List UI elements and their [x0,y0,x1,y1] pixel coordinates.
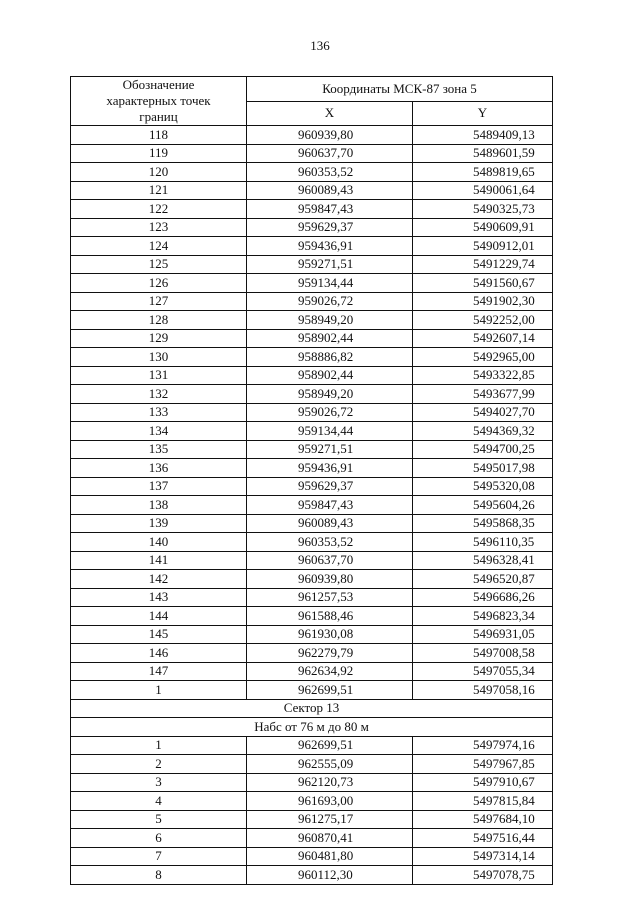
y-coordinate-cell: 5497815,84 [413,792,553,811]
point-number-cell: 6 [71,829,247,848]
x-coordinate-cell: 959847,43 [247,496,413,515]
point-number-cell: 135 [71,440,247,459]
x-coordinate-cell: 962279,79 [247,644,413,663]
y-coordinate-cell: 5497967,85 [413,755,553,774]
x-coordinate-cell: 958949,20 [247,311,413,330]
page-number: 136 [310,38,330,53]
y-coordinate-cell: 5496823,34 [413,607,553,626]
points-header-line: границ [139,109,178,124]
point-number-cell: 128 [71,311,247,330]
point-number-cell: 137 [71,477,247,496]
y-coordinate-cell: 5497008,58 [413,644,553,663]
point-number-cell: 141 [71,551,247,570]
table-row [71,126,553,145]
table-row [71,292,553,311]
point-number-cell: 130 [71,348,247,367]
table-row [71,311,553,330]
y-coordinate-cell: 5495604,26 [413,496,553,515]
y-coordinate-cell: 5497516,44 [413,829,553,848]
y-coordinate-cell: 5496931,05 [413,625,553,644]
y-coordinate-cell: 5494700,25 [413,440,553,459]
table-row [71,644,553,663]
y-coordinate-cell: 5490912,01 [413,237,553,256]
point-number-cell: 2 [71,755,247,774]
table-row [71,588,553,607]
y-coordinate-cell: 5491902,30 [413,292,553,311]
point-number-cell: 144 [71,607,247,626]
y-coordinate-cell: 5496520,87 [413,570,553,589]
table-row [71,570,553,589]
x-coordinate-cell: 961693,00 [247,792,413,811]
y-coordinate-cell: 5497974,16 [413,736,553,755]
y-coordinate-cell: 5497684,10 [413,810,553,829]
points-header-line: Обозначение [122,77,195,92]
coordinates-table [70,76,553,885]
point-number-cell: 122 [71,200,247,219]
table-row [71,181,553,200]
table-row [71,144,553,163]
y-coordinate-cell: 5495320,08 [413,477,553,496]
x-coordinate-cell: 959271,51 [247,255,413,274]
table-row [71,366,553,385]
table-row [71,440,553,459]
point-number-cell: 132 [71,385,247,404]
table-row [71,514,553,533]
sector-label: Сектор 13 [71,699,553,718]
x-coordinate-cell: 960870,41 [247,829,413,848]
x-coordinate-cell: 960353,52 [247,163,413,182]
x-coordinate-cell: 960637,70 [247,144,413,163]
point-number-cell: 134 [71,422,247,441]
point-number-cell: 133 [71,403,247,422]
table-row [71,255,553,274]
table-row [71,625,553,644]
point-number-cell: 146 [71,644,247,663]
table-row [71,866,553,885]
x-coordinate-cell: 959026,72 [247,403,413,422]
y-coordinate-cell: 5491229,74 [413,255,553,274]
x-coordinate-cell: 960089,43 [247,514,413,533]
table-row [71,274,553,293]
points-header-line: характерных точек [106,93,211,108]
point-number-cell: 127 [71,292,247,311]
y-coordinate-cell: 5497910,67 [413,773,553,792]
column-y-header: Y [413,101,553,126]
table-row [71,533,553,552]
point-number-cell: 121 [71,181,247,200]
table-row [71,385,553,404]
coord-system-header: Координаты МСК-87 зона 5 [247,77,553,102]
table-row [71,773,553,792]
y-coordinate-cell: 5497078,75 [413,866,553,885]
point-number-cell: 120 [71,163,247,182]
x-coordinate-cell: 962634,92 [247,662,413,681]
table-row [71,403,553,422]
x-coordinate-cell: 959847,43 [247,200,413,219]
point-number-cell: 126 [71,274,247,293]
x-coordinate-cell: 960939,80 [247,126,413,145]
height-row [71,718,553,737]
x-coordinate-cell: 960112,30 [247,866,413,885]
point-number-cell: 139 [71,514,247,533]
y-coordinate-cell: 5494369,32 [413,422,553,441]
x-coordinate-cell: 962120,73 [247,773,413,792]
table-row [71,200,553,219]
x-coordinate-cell: 958949,20 [247,385,413,404]
x-coordinate-cell: 959026,72 [247,292,413,311]
point-number-cell: 1 [71,736,247,755]
table-row [71,237,553,256]
x-coordinate-cell: 961257,53 [247,588,413,607]
point-number-cell: 3 [71,773,247,792]
table-row [71,329,553,348]
point-number-cell: 7 [71,847,247,866]
table-row [71,755,553,774]
point-number-cell: 138 [71,496,247,515]
point-number-cell: 129 [71,329,247,348]
y-coordinate-cell: 5492607,14 [413,329,553,348]
x-coordinate-cell: 960089,43 [247,181,413,200]
x-coordinate-cell: 959629,37 [247,477,413,496]
x-coordinate-cell: 960939,80 [247,570,413,589]
sector-row [71,699,553,718]
y-coordinate-cell: 5497058,16 [413,681,553,700]
x-coordinate-cell: 958902,44 [247,366,413,385]
y-coordinate-cell: 5493322,85 [413,366,553,385]
point-number-cell: 143 [71,588,247,607]
table-row [71,607,553,626]
point-number-cell: 142 [71,570,247,589]
table-row [71,810,553,829]
x-coordinate-cell: 960637,70 [247,551,413,570]
point-number-cell: 147 [71,662,247,681]
y-coordinate-cell: 5497055,34 [413,662,553,681]
x-coordinate-cell: 959271,51 [247,440,413,459]
point-number-cell: 4 [71,792,247,811]
table-row [71,792,553,811]
column-x-header: X [247,101,413,126]
y-coordinate-cell: 5496328,41 [413,551,553,570]
point-number-cell: 5 [71,810,247,829]
y-coordinate-cell: 5495868,35 [413,514,553,533]
table-row [71,422,553,441]
y-coordinate-cell: 5493677,99 [413,385,553,404]
y-coordinate-cell: 5497314,14 [413,847,553,866]
point-number-cell: 124 [71,237,247,256]
point-number-cell: 136 [71,459,247,478]
points-header [71,77,247,126]
height-label: Набс от 76 м до 80 м [71,718,553,737]
x-coordinate-cell: 959134,44 [247,274,413,293]
point-number-cell: 8 [71,866,247,885]
x-coordinate-cell: 962699,51 [247,736,413,755]
point-number-cell: 145 [71,625,247,644]
x-coordinate-cell: 959436,91 [247,459,413,478]
x-coordinate-cell: 958886,82 [247,348,413,367]
table-row [71,459,553,478]
x-coordinate-cell: 962555,09 [247,755,413,774]
table-row [71,681,553,700]
x-coordinate-cell: 958902,44 [247,329,413,348]
table-row [71,218,553,237]
y-coordinate-cell: 5496110,35 [413,533,553,552]
table-row [71,662,553,681]
y-coordinate-cell: 5495017,98 [413,459,553,478]
y-coordinate-cell: 5489601,59 [413,144,553,163]
x-coordinate-cell: 959436,91 [247,237,413,256]
y-coordinate-cell: 5496686,26 [413,588,553,607]
table-body-main [71,126,553,700]
table-row [71,829,553,848]
table-body-sector [71,736,553,884]
point-number-cell: 131 [71,366,247,385]
table-row [71,496,553,515]
x-coordinate-cell: 961275,17 [247,810,413,829]
y-coordinate-cell: 5492252,00 [413,311,553,330]
table-row [71,348,553,367]
table-row [71,477,553,496]
point-number-cell: 140 [71,533,247,552]
y-coordinate-cell: 5490325,73 [413,200,553,219]
sector-section [71,699,553,736]
x-coordinate-cell: 959629,37 [247,218,413,237]
x-coordinate-cell: 961588,46 [247,607,413,626]
table-row [71,163,553,182]
y-coordinate-cell: 5492965,00 [413,348,553,367]
point-number-cell: 119 [71,144,247,163]
y-coordinate-cell: 5490609,91 [413,218,553,237]
table-row [71,551,553,570]
y-coordinate-cell: 5490061,64 [413,181,553,200]
table-row [71,847,553,866]
x-coordinate-cell: 961930,08 [247,625,413,644]
point-number-cell: 125 [71,255,247,274]
x-coordinate-cell: 959134,44 [247,422,413,441]
y-coordinate-cell: 5489409,13 [413,126,553,145]
x-coordinate-cell: 960481,80 [247,847,413,866]
x-coordinate-cell: 960353,52 [247,533,413,552]
point-number-cell: 118 [71,126,247,145]
header-row-top [71,77,553,102]
y-coordinate-cell: 5489819,65 [413,163,553,182]
y-coordinate-cell: 5494027,70 [413,403,553,422]
point-number-cell: 123 [71,218,247,237]
point-number-cell: 1 [71,681,247,700]
table-row [71,736,553,755]
y-coordinate-cell: 5491560,67 [413,274,553,293]
x-coordinate-cell: 962699,51 [247,681,413,700]
